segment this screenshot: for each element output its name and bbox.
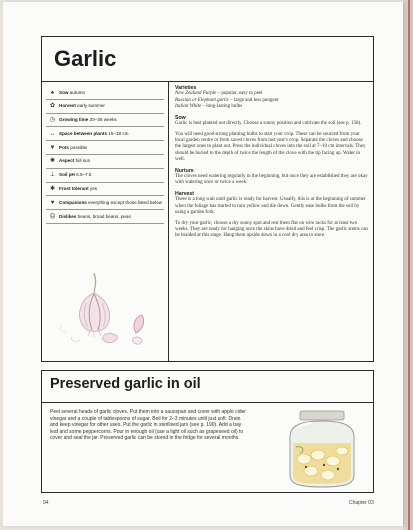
variety-note: – popular, easy to peel	[216, 91, 263, 97]
recipe-text: Peel several heads of garlic cloves. Put them into a saucepan and cover with apple cider vinegar and a couple of tablespoons of sugar. Boil for 2–3 minutes until just soft. Drain and keep vinegar for other uses. Put the garlic in sterilised jars (see p. 190). Add a bay leaf and some peppercorns. Pour in enough oil (use a light oil such as grapeseed oil) to cover and seal the jar. Preserved garlic can be stored in the fridge for several months.	[50, 409, 246, 441]
fact-value: yes	[89, 186, 98, 192]
frost-icon: ✱	[49, 186, 56, 193]
nurture-heading: Nurture	[175, 167, 194, 174]
fact-row	[46, 86, 164, 100]
fact-label: Aspect	[59, 158, 75, 164]
fact-list	[46, 86, 164, 224]
seed-icon: ♠	[50, 89, 55, 96]
varieties-heading: Varieties	[175, 85, 197, 91]
fact-label: Frost tolerant	[59, 186, 89, 192]
fact-text	[59, 172, 91, 178]
fact-label: Growing time	[59, 117, 89, 123]
variety-name: New Zealand Purple	[175, 91, 217, 97]
spacing-icon: ↔	[49, 130, 56, 137]
recipe-section	[41, 370, 374, 493]
fact-label: Harvest	[59, 103, 76, 109]
fact-value: everything except those listed below	[88, 199, 162, 205]
clock-icon: ◷	[49, 117, 56, 124]
fact-text	[59, 131, 128, 137]
fact-text	[59, 103, 105, 109]
fact-value: 15–18 cm	[108, 130, 129, 136]
title-divider	[42, 81, 373, 82]
sun-icon: ✺	[49, 158, 56, 165]
fact-row	[46, 141, 164, 155]
fact-label: Dislikes	[59, 213, 77, 219]
fact-text	[59, 200, 162, 206]
ph-icon: ⊥	[49, 172, 56, 179]
fact-row	[46, 169, 164, 183]
harvest-heading: Harvest	[175, 191, 195, 198]
sow-heading: Sow	[175, 114, 186, 121]
jar-illustration	[276, 407, 368, 489]
fact-row	[46, 183, 164, 197]
section-title: Preserved garlic in oil	[50, 376, 201, 392]
fact-row	[46, 155, 164, 169]
fact-text	[59, 186, 97, 192]
sow-paragraph: You will need good strong planting bulbs to start your crop. These can be sourced from your local garden centre or from saved cloves from last year's crop. Separate the cloves and choose the largest ones to plant out. Press the individual cloves into the soil at 7–10 cm intervals. They should be buried to the depth of twice the length of the clove with the tip facing up. Water in well.	[175, 131, 366, 162]
fact-row	[46, 100, 164, 114]
harvest-icon: ✿	[49, 103, 56, 110]
fact-label: Space between plants	[59, 130, 107, 136]
page-number: 94	[43, 500, 49, 506]
fact-text	[59, 117, 117, 123]
fact-row	[46, 114, 164, 128]
variety-name: Italian White	[175, 103, 202, 109]
fact-value: early summer	[77, 103, 105, 109]
variety-note: – large and less pungent	[229, 97, 279, 103]
fact-value: 20–36 weeks	[89, 117, 117, 123]
book-page	[3, 2, 403, 526]
pot-icon: ▼	[49, 144, 56, 151]
companion-icon: ♥	[50, 199, 55, 206]
nurture-paragraph: The cloves need watering regularly in the beginning, but once they are established they are okay with watering once or twice a week.	[175, 174, 368, 186]
bookmark-ribbon	[408, 0, 410, 530]
page-edge	[403, 0, 413, 530]
fact-value: 6.5–7.5	[76, 172, 92, 178]
variety-name: Russian or Elephant garlic	[175, 97, 230, 103]
garlic-illustration	[50, 263, 168, 358]
fact-text	[59, 90, 85, 96]
column-divider	[168, 81, 169, 361]
fact-text	[59, 214, 131, 220]
variety-note: – long-lasting bulbs	[201, 103, 243, 109]
section-divider	[42, 402, 373, 403]
plant-card	[41, 36, 374, 362]
chapter-label: Chapter 03	[349, 500, 374, 506]
sow-paragraph: Garlic is best planted out directly. Choose a sunny position and cultivate the soil (see p. 158).	[175, 120, 362, 126]
fact-value: beans, broad beans, peas	[77, 213, 131, 219]
varieties-list	[175, 91, 368, 110]
fact-label: Pots	[59, 144, 69, 150]
description-column	[175, 85, 368, 244]
page-title: Garlic	[54, 46, 117, 71]
fact-text	[59, 158, 90, 164]
fact-value: full sun	[75, 158, 91, 164]
dislike-icon: ☹	[49, 213, 56, 220]
fact-label: Sow	[59, 89, 69, 95]
fact-label: Soil pH	[59, 172, 75, 178]
harvest-paragraph: There is a long wait until garlic is ready for harvest. Usually, this is at the beginning of summer when the foliage has started to turn yellow and die down. Gently ease bulbs from the soil by using a garden fork.	[175, 197, 366, 216]
fact-row	[46, 210, 164, 224]
fact-text	[59, 145, 87, 151]
fact-label: Companions	[59, 199, 87, 205]
fact-row	[46, 196, 164, 210]
harvest-paragraph: To dry your garlic, choose a dry sunny spot and rest them flat on wire racks for at least two weeks. They are ready for hanging once the skins have dried and feel crisp. The garlic stems can be braided at this stage. Hang them upside down in a cool dry area to store.	[175, 220, 368, 239]
fact-value: autumn	[69, 89, 86, 95]
fact-row	[46, 127, 164, 141]
fact-value: possible	[70, 144, 88, 150]
